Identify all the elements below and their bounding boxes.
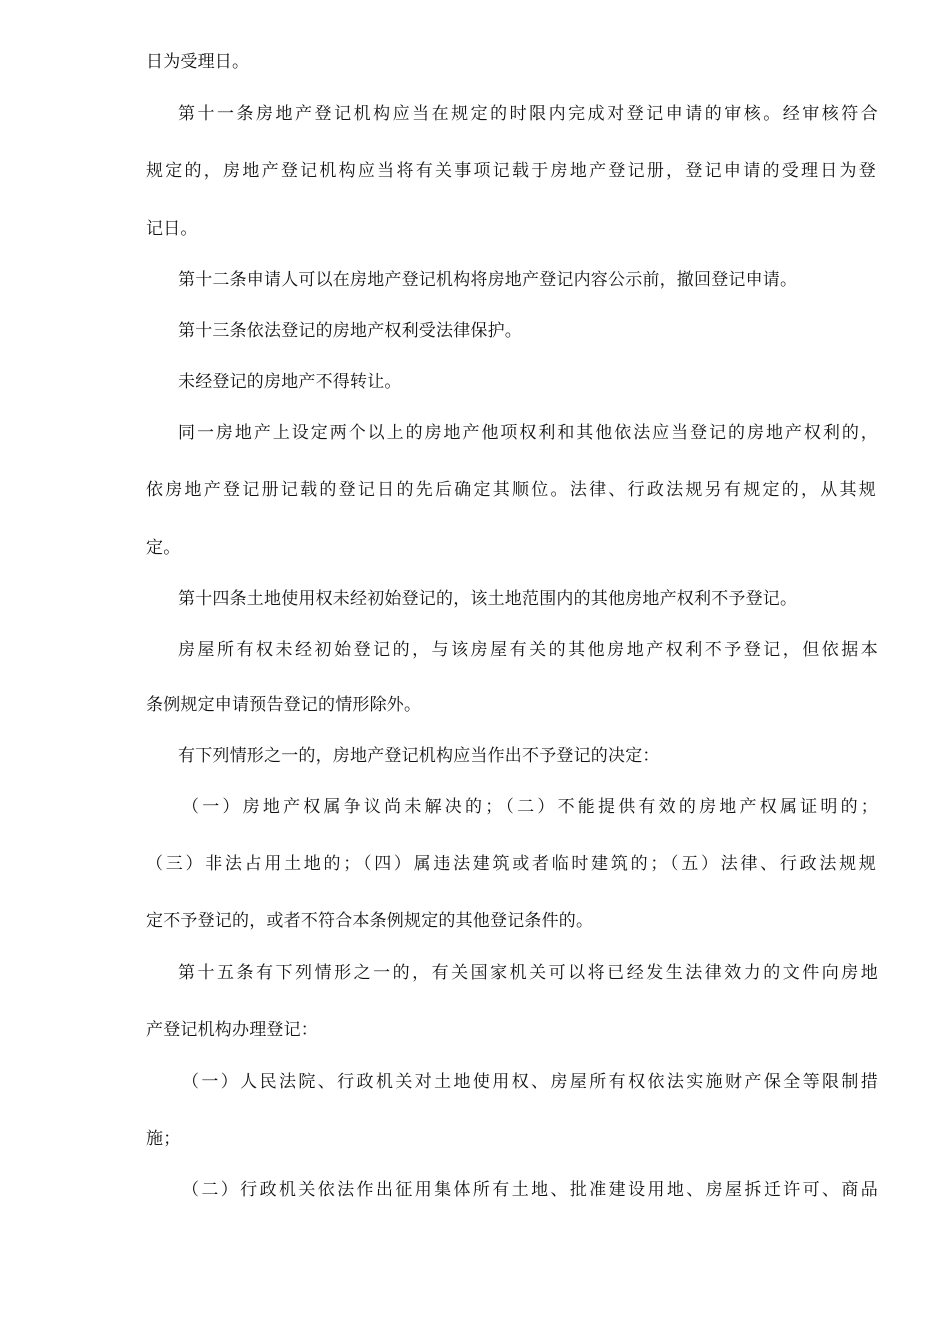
text-line: 同一房地产上设定两个以上的房地产他项权利和其他依法应当登记的房地产权利的，	[178, 423, 878, 443]
text-line: 未经登记的房地产不得转让。	[178, 372, 402, 392]
text-line: 第十四条土地使用权未经初始登记的，该土地范围内的其他房地产权利不予登记。	[178, 589, 798, 609]
text-line: （三）非法占用土地的；（四）属违法建筑或者临时建筑的；（五）法律、行政法规规	[146, 854, 876, 874]
text-line: 条例规定申请预告登记的情形除外。	[146, 695, 422, 715]
text-line: 有下列情形之一的，房地产登记机构应当作出不予登记的决定：	[178, 746, 660, 766]
text-line: （二）行政机关依法作出征用集体所有土地、批准建设用地、房屋拆迁许可、商品	[182, 1180, 878, 1200]
text-line: 日为受理日。	[146, 52, 250, 72]
text-line: （一）人民法院、行政机关对土地使用权、房屋所有权依法实施财产保全等限制措	[182, 1072, 878, 1092]
text-line: 产登记机构办理登记：	[146, 1020, 318, 1040]
text-line: 定。	[146, 538, 181, 558]
text-line: 第十一条房地产登记机构应当在规定的时限内完成对登记申请的审核。经审核符合	[178, 104, 878, 124]
text-line: （一）房地产权属争议尚未解决的；（二）不能提供有效的房地产权属证明的；	[182, 797, 878, 817]
text-line: 房屋所有权未经初始登记的，与该房屋有关的其他房地产权利不予登记，但依据本	[178, 640, 878, 660]
text-line: 规定的，房地产登记机构应当将有关事项记载于房地产登记册，登记申请的受理日为登	[146, 161, 876, 181]
text-line: 施；	[146, 1129, 181, 1149]
text-line: 依房地产登记册记载的登记日的先后确定其顺位。法律、行政法规另有规定的，从其规	[146, 480, 876, 500]
text-line: 第十三条依法登记的房地产权利受法律保护。	[178, 321, 522, 341]
text-line: 记日。	[146, 219, 198, 239]
text-line: 第十二条申请人可以在房地产登记机构将房地产登记内容公示前，撤回登记申请。	[178, 270, 798, 290]
text-line: 定不予登记的，或者不符合本条例规定的其他登记条件的。	[146, 911, 594, 931]
text-line: 第十五条有下列情形之一的，有关国家机关可以将已经发生法律效力的文件向房地	[178, 963, 878, 983]
